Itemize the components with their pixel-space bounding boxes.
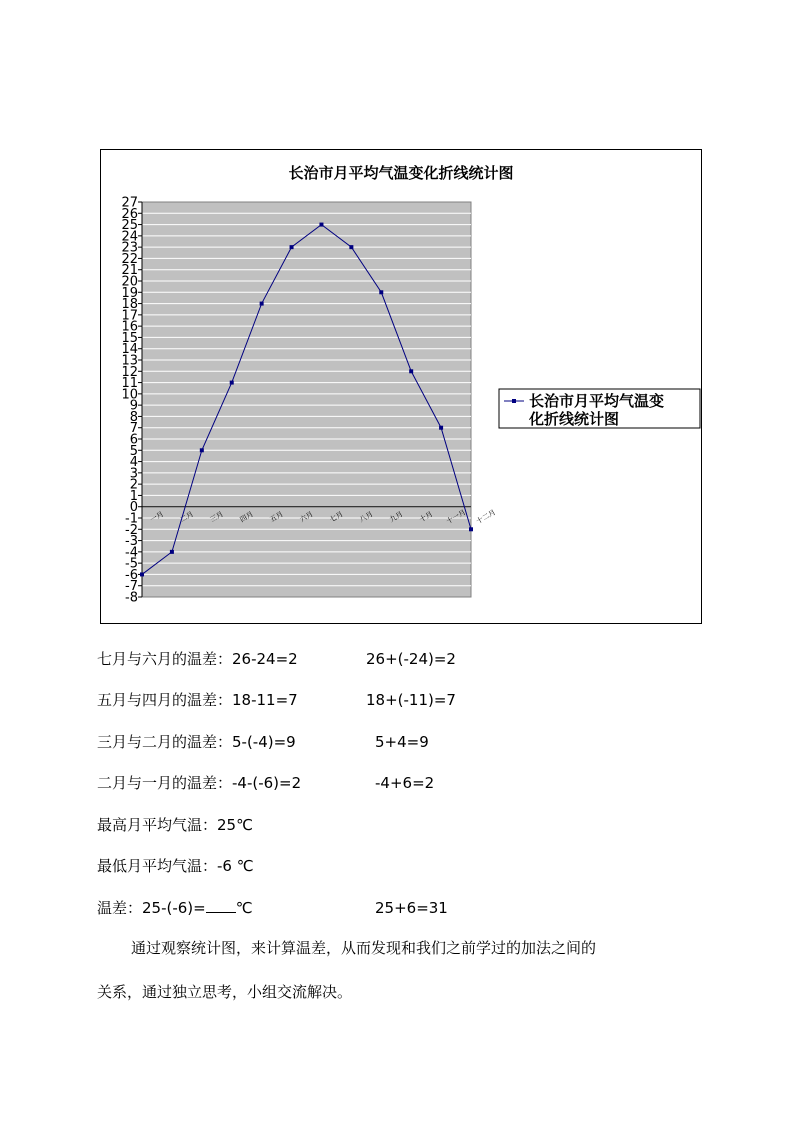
degree-unit: ℃ (235, 899, 253, 917)
data-point (140, 572, 144, 576)
y-tick-label: 14 (121, 342, 138, 358)
data-point (230, 381, 234, 385)
data-point (409, 369, 413, 373)
legend-label: 长治市月平均气温变 (529, 392, 665, 410)
data-point (379, 290, 383, 294)
y-tick-label: -8 (125, 590, 138, 606)
y-tick-label: 16 (121, 319, 138, 335)
y-tick-label: -5 (125, 556, 138, 572)
y-tick-label: 18 (121, 297, 138, 313)
y-tick-label: -2 (125, 522, 138, 538)
data-point (200, 448, 204, 452)
difference-addition: 25+6=31 (375, 899, 448, 917)
y-tick-label: 12 (121, 364, 138, 380)
x-tick-label: 十月 (418, 510, 435, 524)
temperature-difference-line (97, 898, 448, 918)
y-tick-label: 15 (121, 330, 138, 346)
y-tick-label: 5 (129, 443, 138, 459)
y-tick-label: 25 (121, 218, 138, 234)
data-point (469, 527, 473, 531)
x-tick-label: 二月 (178, 510, 195, 524)
feb-jan-difference: 二月与一月的温差：-4-(-6)=2 (97, 774, 302, 792)
paragraph-text-2: 关系，通过独立思考，小组交流解决。 (97, 983, 353, 1001)
x-tick-label: 六月 (298, 510, 315, 524)
paragraph-line-2 (97, 982, 707, 1002)
line-chart (101, 150, 703, 625)
difference-expression: 温差：25-(-6)= (97, 899, 206, 917)
y-tick-label: 0 (129, 500, 138, 516)
text-line-3 (97, 732, 429, 752)
data-point (170, 550, 174, 554)
paragraph-line-1 (97, 938, 707, 958)
legend-label: 化折线统计图 (529, 410, 620, 428)
feb-jan-addition: -4+6=2 (375, 774, 435, 792)
y-tick-label: 8 (129, 409, 138, 425)
y-tick-label: 3 (129, 466, 138, 482)
y-tick-label: 13 (121, 353, 138, 369)
mar-feb-difference: 三月与二月的温差：5-(-4)=9 (97, 733, 296, 751)
data-point (260, 302, 264, 306)
y-tick-label: -7 (125, 579, 138, 595)
jul-jun-difference: 七月与六月的温差：26-24=2 (97, 650, 298, 668)
y-tick-label: -4 (125, 545, 138, 561)
legend-marker (512, 399, 516, 403)
paragraph-text-1: 通过观察统计图，来计算温差，从而发现和我们之前学过的加法之间的 (131, 939, 597, 957)
x-tick-label: 十一月 (444, 508, 468, 526)
y-tick-label: 9 (129, 398, 138, 414)
y-tick-label: 27 (121, 195, 138, 211)
y-tick-label: 10 (121, 387, 138, 403)
legend (499, 389, 700, 428)
y-tick-label: 7 (129, 421, 138, 437)
y-tick-label: 1 (129, 488, 138, 504)
x-tick-label: 一月 (148, 510, 166, 524)
x-tick-label: 七月 (328, 510, 345, 524)
may-apr-addition: 18+(-11)=7 (366, 691, 456, 709)
chart-title: 长治市月平均气温变化折线统计图 (288, 164, 514, 182)
x-tick-label: 五月 (268, 510, 285, 524)
y-tick-label: 4 (129, 455, 138, 471)
answer-blank (206, 898, 236, 913)
y-tick-label: 23 (121, 240, 138, 256)
y-tick-label: 19 (121, 285, 138, 301)
y-tick-label: 22 (121, 251, 138, 267)
max-temperature-line (97, 815, 253, 835)
text-line-1 (97, 649, 456, 669)
x-tick-label: 八月 (358, 510, 375, 524)
y-tick-label: 2 (129, 477, 138, 493)
y-tick-label: 26 (121, 206, 138, 222)
y-tick-label: 11 (121, 376, 138, 392)
mar-feb-addition: 5+4=9 (375, 733, 429, 751)
y-tick-label: -6 (125, 567, 138, 583)
text-line-4 (97, 773, 435, 793)
min-temperature-line (97, 856, 254, 876)
y-tick-label: 17 (121, 308, 138, 324)
chart-container (100, 149, 702, 624)
y-tick-label: 24 (121, 229, 138, 245)
plot-background (142, 202, 471, 597)
max-temperature: 最高月平均气温：25℃ (97, 816, 253, 834)
y-tick-label: -3 (125, 534, 138, 550)
jul-jun-addition: 26+(-24)=2 (366, 650, 456, 668)
data-point (319, 223, 323, 227)
y-tick-label: 20 (121, 274, 138, 290)
text-line-2 (97, 690, 456, 710)
x-tick-label: 九月 (388, 510, 405, 524)
plot-area (121, 196, 497, 606)
x-tick-label: 三月 (208, 510, 225, 524)
y-tick-label: -1 (125, 511, 138, 527)
min-temperature: 最低月平均气温：-6 ℃ (97, 857, 254, 875)
data-point (290, 245, 294, 249)
data-point (439, 426, 443, 430)
data-point (349, 245, 353, 249)
x-tick-label: 十二月 (474, 508, 498, 526)
y-tick-label: 21 (121, 263, 138, 279)
x-tick-label: 四月 (238, 510, 255, 524)
y-tick-label: 6 (129, 432, 138, 448)
may-apr-difference: 五月与四月的温差：18-11=7 (97, 691, 298, 709)
